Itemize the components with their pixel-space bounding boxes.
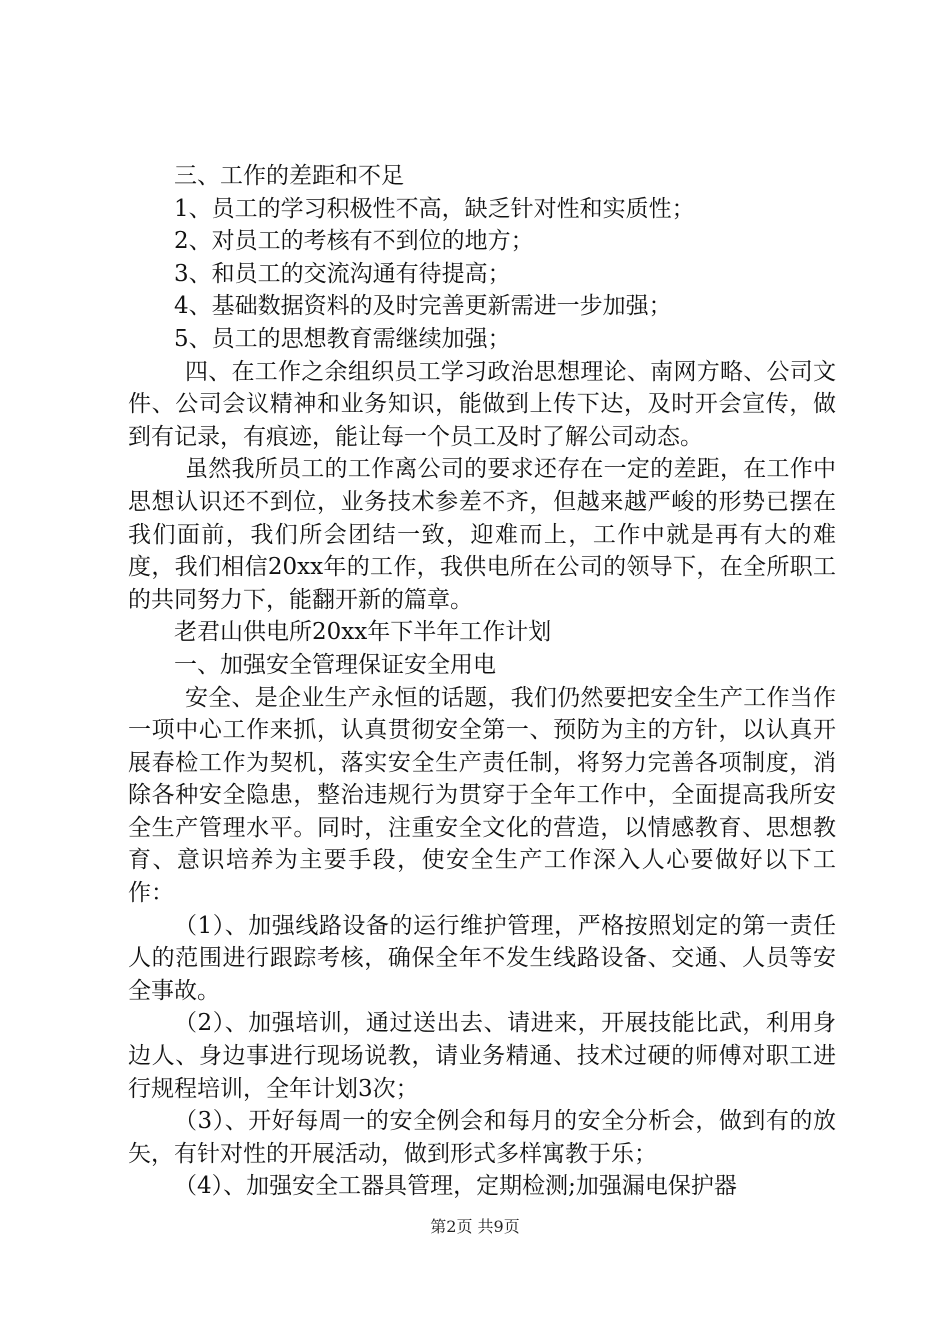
- section-heading-shortcomings: 三、工作的差距和不足: [174, 163, 404, 189]
- list-item: 1、员工的学习积极性不高，缺乏针对性和实质性；: [174, 195, 695, 222]
- list-item: （1）、加强线路设备的运行维护管理，严格按照划定的第一责任人的范围进行跟踪考核，确保全年不发生线路设备、交通、人员等安全事故。: [128, 912, 836, 1004]
- list-item: （2）、加强培训，通过送出去、请进来，开展技能比武，利用身边人、身边事进行现场说教，请业务精通、技术过硬的师傅对职工进行规程培训，全年计划3次；: [128, 1010, 836, 1102]
- list-item: 2、对员工的考核有不到位的地方；: [174, 228, 534, 255]
- paragraph-summary: 虽然我所员工的工作离公司的要求还存在一定的差距，在工作中思想认识还不到位，业务技术参差不齐，但越来越严峻的形势已摆在我们面前，我们所会团结一致，迎难而上，工作中就是再有大的难度，我们相信20xx年的工作，我供电所在公司的领导下，在全所职工的共同努力下，能翻开新的篇章。: [128, 456, 836, 613]
- list-item: （4）、加强安全工器具管理，定期检测;加强漏电保护器: [174, 1173, 737, 1200]
- document-body: [128, 160, 836, 1203]
- plan-title: 老君山供电所20xx年下半年工作计划: [174, 619, 552, 646]
- paragraph-safety: 安全、是企业生产永恒的话题，我们仍然要把安全生产工作当作一项中心工作来抓，认真贯彻安全第一、预防为主的方针，以认真开展春检工作为契机，落实安全生产责任制，将努力完善各项制度，消除各种安全隐患，整治违规行为贯穿于全年工作中，全面提高我所安全生产管理水平。同时，注重安全文化的营造，以情感教育、思想教育、意识培养为主要手段，使安全生产工作深入人心要做好以下工作：: [128, 684, 836, 907]
- page-number-footer: 第2页 共9页: [430, 1217, 520, 1236]
- list-item: 5、员工的思想教育需继续加强；: [174, 325, 511, 352]
- paragraph-section-four: 四、在工作之余组织员工学习政治思想理论、南网方略、公司文件、公司会议精神和业务知识，能做到上传下达，及时开会宣传，做到有记录，有痕迹，能让每一个员工及时了解公司动态。: [128, 358, 836, 450]
- section-heading-safety: 一、加强安全管理保证安全用电: [174, 651, 496, 678]
- list-item: 4、基础数据资料的及时完善更新需进一步加强；: [174, 293, 672, 320]
- list-item: 3、和员工的交流沟通有待提高；: [174, 260, 511, 287]
- list-item: （3）、开好每周一的安全例会和每月的安全分析会，做到有的放矢，有针对性的开展活动，做到形式多样寓教于乐；: [128, 1108, 836, 1167]
